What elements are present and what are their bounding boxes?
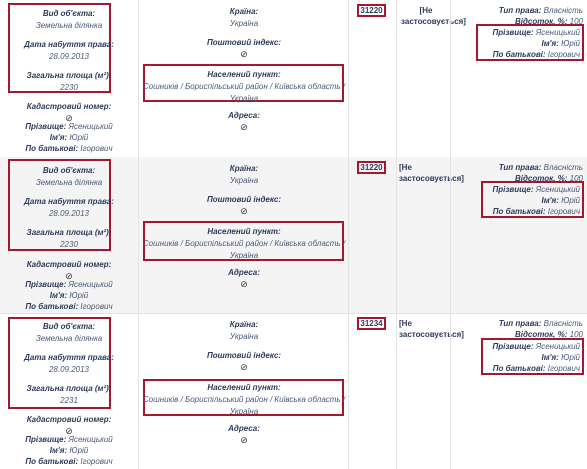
property-row-3 [0, 313, 587, 469]
name-label: Ім'я: [541, 353, 559, 362]
patronymic-value: Ігорович [80, 302, 113, 311]
surname-value: Ясеницький [68, 435, 113, 444]
address-label: Адреса: [228, 268, 260, 277]
postal-label: Поштовий індекс: [206, 38, 282, 47]
address-label: Адреса: [228, 111, 260, 120]
name-label: Ім'я: [49, 133, 68, 142]
property-row-1 [0, 0, 587, 158]
eye-slash-icon[interactable]: ⊘ [240, 206, 248, 216]
name-value: Юрій [561, 196, 580, 205]
name-value: Юрій [69, 133, 89, 142]
surname-label: Прізвище: [25, 280, 67, 289]
acquired-value: 28.09.2013 [48, 365, 90, 374]
eye-slash-icon[interactable]: ⊘ [65, 271, 73, 281]
patronymic-label: По батькові: [25, 457, 79, 466]
patronymic-value: Ігорович [80, 144, 113, 153]
area-value: 2230 [60, 240, 78, 249]
share-label: Відсоток, %: [514, 17, 568, 26]
surname-label: Прізвище: [492, 342, 534, 351]
area-label: Загальна площа (м²): [26, 71, 112, 80]
object-type-value: Земельна ділянка [35, 178, 103, 187]
name-label: Ім'я: [49, 291, 68, 300]
share-value: 100 [569, 17, 583, 26]
area-label: Загальна площа (м²): [26, 384, 112, 393]
patronymic-value: Ігорович [80, 457, 113, 466]
country-label: Країна: [229, 7, 259, 16]
surname-value: Ясеницький [68, 122, 113, 131]
location-cell [138, 0, 349, 157]
patronymic-label: По батькові: [492, 50, 546, 59]
eye-slash-icon[interactable]: ⊘ [240, 362, 248, 372]
object-cell [0, 157, 138, 313]
acquired-label: Дата набуття права: [24, 40, 114, 49]
acquired-value: 28.09.2013 [48, 52, 90, 61]
area-value: 2231 [60, 396, 78, 405]
object-type-label: Вид об'єкта: [42, 9, 96, 18]
settlement-value-line2: Україна [229, 251, 259, 260]
patronymic-label: По батькові: [25, 302, 79, 311]
object-cell [0, 0, 138, 157]
share-label: Відсоток, %: [514, 174, 568, 183]
name-value: Юрій [69, 291, 89, 300]
name-value: Юрій [561, 353, 580, 362]
patronymic-value: Ігорович [547, 207, 580, 216]
location-cell [138, 157, 349, 313]
area-value: 2230 [60, 83, 78, 92]
rights-cell [450, 313, 587, 469]
surname-value: Ясеницький [68, 280, 113, 289]
right-type-value: Власність [543, 163, 583, 172]
status-cell [396, 313, 464, 469]
postal-label: Поштовий індекс: [206, 195, 282, 204]
eye-slash-icon[interactable]: ⊘ [240, 49, 248, 59]
eye-slash-icon[interactable]: ⊘ [240, 122, 248, 132]
not-applicable-text: [Не застосовується] [401, 6, 466, 26]
area-label: Загальна площа (м²): [26, 228, 112, 237]
cadastral-label: Кадастровий номер: [26, 102, 112, 111]
location-cell [138, 313, 349, 469]
rights-cell [450, 0, 587, 157]
object-type-value: Земельна ділянка [35, 334, 103, 343]
right-type-label: Тип права: [498, 163, 542, 172]
rights-cell [450, 157, 587, 313]
name-value: Юрій [561, 39, 580, 48]
surname-value: Ясеницький [535, 342, 580, 351]
settlement-value-line2: Україна [229, 94, 259, 103]
code-value: 31220 [360, 163, 383, 172]
right-type-value: Власність [543, 6, 583, 15]
country-label: Країна: [229, 320, 259, 329]
country-label: Країна: [229, 164, 259, 173]
surname-label: Прізвище: [25, 122, 67, 131]
code-cell [348, 157, 397, 313]
surname-value: Ясеницький [535, 28, 580, 37]
code-cell [348, 313, 397, 469]
name-label: Ім'я: [49, 446, 68, 455]
surname-label: Прізвище: [25, 435, 67, 444]
cadastral-label: Кадастровий номер: [26, 260, 112, 269]
acquired-label: Дата набуття права: [24, 197, 114, 206]
right-type-value: Власність [543, 319, 583, 328]
share-value: 100 [569, 330, 583, 339]
status-cell [396, 157, 464, 313]
share-value: 100 [569, 174, 583, 183]
surname-label: Прізвище: [492, 185, 534, 194]
name-label: Ім'я: [541, 39, 559, 48]
country-value: Україна [229, 332, 259, 341]
status-cell [396, 0, 466, 157]
eye-slash-icon[interactable]: ⊘ [240, 435, 248, 445]
right-type-label: Тип права: [498, 319, 542, 328]
object-cell [0, 313, 138, 469]
patronymic-label: По батькові: [492, 364, 546, 373]
eye-slash-icon[interactable]: ⊘ [65, 426, 73, 436]
settlement-label: Населений пункт: [207, 227, 281, 236]
settlement-value-line1: Сошників / Бориспільський район / Київська область / [142, 395, 346, 404]
code-value: 31234 [360, 319, 383, 328]
surname-label: Прізвище: [492, 28, 534, 37]
settlement-value-line1: Сошників / Бориспільський район / Київська область / [142, 82, 346, 91]
name-label: Ім'я: [541, 196, 559, 205]
code-cell [348, 0, 397, 157]
object-type-label: Вид об'єкта: [42, 166, 96, 175]
country-value: Україна [229, 19, 259, 28]
share-label: Відсоток, %: [514, 330, 568, 339]
eye-slash-icon[interactable]: ⊘ [240, 279, 248, 289]
patronymic-value: Ігорович [547, 50, 580, 59]
settlement-label: Населений пункт: [207, 383, 281, 392]
acquired-label: Дата набуття права: [24, 353, 114, 362]
settlement-label: Населений пункт: [207, 70, 281, 79]
name-value: Юрій [69, 446, 89, 455]
object-type-label: Вид об'єкта: [42, 322, 96, 331]
patronymic-value: Ігорович [547, 364, 580, 373]
patronymic-label: По батькові: [492, 207, 546, 216]
not-applicable-text: [Не застосовується] [399, 163, 464, 183]
object-type-value: Земельна ділянка [35, 21, 103, 30]
acquired-value: 28.09.2013 [48, 209, 90, 218]
property-row-2 [0, 157, 587, 314]
code-value: 31220 [360, 6, 383, 15]
postal-label: Поштовий індекс: [206, 351, 282, 360]
eye-slash-icon[interactable]: ⊘ [65, 113, 73, 123]
settlement-value-line1: Сошників / Бориспільський район / Київська область / [142, 239, 346, 248]
country-value: Україна [229, 176, 259, 185]
address-label: Адреса: [228, 424, 260, 433]
right-type-label: Тип права: [498, 6, 542, 15]
surname-value: Ясеницький [535, 185, 580, 194]
not-applicable-text: [Не застосовується] [399, 319, 464, 339]
settlement-value-line2: Україна [229, 407, 259, 416]
cadastral-label: Кадастровий номер: [26, 415, 112, 424]
patronymic-label: По батькові: [25, 144, 79, 153]
